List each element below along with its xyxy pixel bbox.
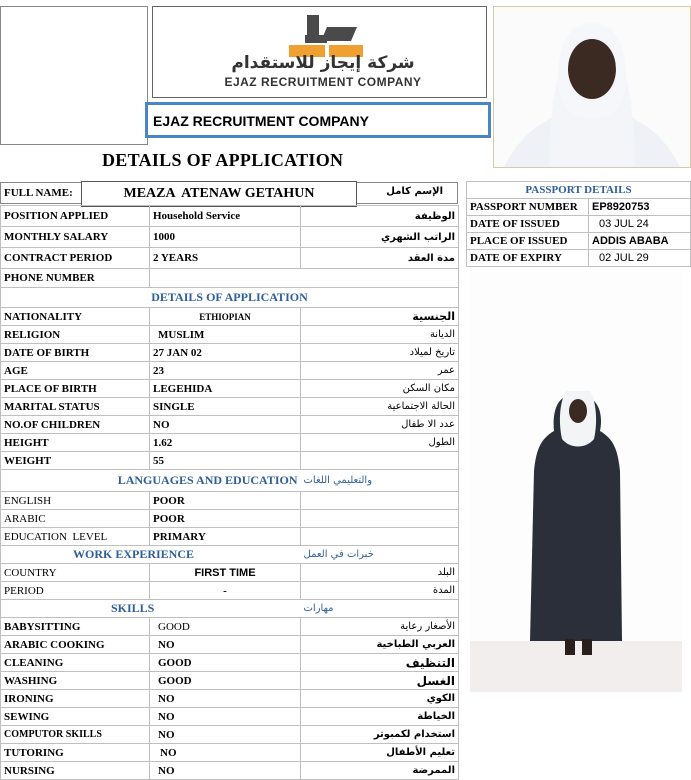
company-logo-box bbox=[152, 6, 487, 98]
company-logo-icon bbox=[265, 13, 385, 57]
row-label: ENGLISH bbox=[1, 492, 150, 510]
row-label: CONTRACT PERIOD bbox=[1, 248, 150, 269]
company-name-bar bbox=[145, 102, 491, 138]
row-value: 1000 bbox=[150, 227, 301, 248]
languages-heading-ar: والتعليمي اللغات bbox=[301, 470, 459, 492]
table-row bbox=[467, 250, 691, 267]
table-row bbox=[467, 233, 691, 250]
row-value: PRIMARY bbox=[150, 528, 301, 546]
row-label: DATE OF ISSUED bbox=[467, 216, 589, 233]
experience-heading-ar: خبرات في العمل bbox=[301, 546, 459, 564]
company-latin-name: EJAZ RECRUITMENT COMPANY bbox=[224, 75, 422, 89]
table-row bbox=[1, 744, 459, 762]
row-value: GOOD bbox=[150, 618, 301, 636]
row-arabic: البلد bbox=[301, 564, 459, 582]
row-arabic: مكان السكن bbox=[301, 380, 459, 398]
row-label: PHONE NUMBER bbox=[1, 269, 150, 288]
row-value: 03 JUL 24 bbox=[589, 216, 691, 233]
table-row bbox=[1, 227, 459, 248]
row-label: RELIGION bbox=[1, 326, 150, 344]
table-row bbox=[1, 762, 459, 780]
row-arabic: الممرضة bbox=[301, 762, 459, 780]
row-label: DATE OF BIRTH bbox=[1, 344, 150, 362]
row-label: COUNTRY bbox=[1, 564, 150, 582]
row-value: MUSLIM bbox=[150, 326, 301, 344]
row-arabic: عدد الا طفال bbox=[301, 416, 459, 434]
application-table bbox=[0, 205, 459, 780]
row-value: NO bbox=[150, 762, 301, 780]
table-row bbox=[1, 618, 459, 636]
table-row bbox=[1, 398, 459, 416]
full-name-value: MEAZA ATENAW GETAHUN bbox=[123, 186, 315, 201]
table-row bbox=[1, 690, 459, 708]
row-value: - bbox=[150, 582, 301, 600]
row-label: PERIOD bbox=[1, 582, 150, 600]
row-arabic: تعليم الأطفال bbox=[301, 744, 459, 762]
company-bar-label: EJAZ RECRUITMENT COMPANY bbox=[153, 113, 369, 129]
page-title: DETAILS OF APPLICATION bbox=[102, 150, 344, 170]
row-arabic: الخياطة bbox=[301, 708, 459, 726]
skills-heading-ar: مهارات bbox=[301, 600, 459, 618]
row-arabic: التنظيف bbox=[301, 654, 459, 672]
experience-heading: WORK EXPERIENCE bbox=[1, 546, 301, 564]
skills-heading: SKILLS bbox=[1, 600, 301, 618]
full-name-value-box bbox=[81, 181, 357, 207]
row-arabic bbox=[301, 452, 459, 470]
row-label: ARABIC COOKING bbox=[1, 636, 150, 654]
row-arabic: عمر bbox=[301, 362, 459, 380]
details-heading: DETAILS OF APPLICATION bbox=[1, 288, 459, 308]
table-row bbox=[1, 708, 459, 726]
table-row bbox=[467, 216, 691, 233]
table-row bbox=[1, 564, 459, 582]
table-row bbox=[1, 452, 459, 470]
table-row bbox=[1, 654, 459, 672]
row-value: 2 YEARS bbox=[150, 248, 301, 269]
row-label: MONTHLY SALARY bbox=[1, 227, 150, 248]
row-label: TUTORING bbox=[1, 744, 150, 762]
row-label: POSITION APPLIED bbox=[1, 206, 150, 227]
row-arabic: الأصغار رعاية bbox=[301, 618, 459, 636]
row-label: PLACE OF BIRTH bbox=[1, 380, 150, 398]
row-value: NO bbox=[150, 726, 301, 744]
row-arabic: المدة bbox=[301, 582, 459, 600]
passport-table bbox=[466, 181, 691, 267]
table-row bbox=[467, 199, 691, 216]
row-arabic: الوظيفة bbox=[301, 206, 459, 227]
table-row bbox=[1, 344, 459, 362]
full-name-ar: الإسم كامل bbox=[386, 186, 443, 197]
row-label: CLEANING bbox=[1, 654, 150, 672]
company-arabic-name: شركة إيجاز للاستقدام bbox=[231, 53, 415, 73]
row-arabic: الديانة bbox=[301, 326, 459, 344]
table-row bbox=[1, 726, 459, 744]
table-row bbox=[1, 582, 459, 600]
table-row bbox=[1, 380, 459, 398]
row-label: AGE bbox=[1, 362, 150, 380]
row-arabic: مدة العقد bbox=[301, 248, 459, 269]
table-row bbox=[1, 492, 459, 510]
row-arabic: استخدام لكمبوتر bbox=[301, 726, 459, 744]
table-row bbox=[1, 206, 459, 227]
row-value: SINGLE bbox=[150, 398, 301, 416]
row-arabic: العربي الطباخية bbox=[301, 636, 459, 654]
row-arabic: الجنسية bbox=[301, 308, 459, 326]
row-label: NATIONALITY bbox=[1, 308, 150, 326]
table-row bbox=[1, 510, 459, 528]
row-value: ADDIS ABABA bbox=[589, 233, 691, 250]
row-label: DATE OF EXPIRY bbox=[467, 250, 589, 267]
row-label: NURSING bbox=[1, 762, 150, 780]
passport-heading: PASSPORT DETAILS bbox=[467, 182, 691, 199]
row-value: Household Service bbox=[150, 206, 301, 227]
row-value: 27 JAN 02 bbox=[150, 344, 301, 362]
row-value: ETHIOPIAN bbox=[150, 308, 301, 326]
table-row bbox=[1, 416, 459, 434]
table-row bbox=[1, 326, 459, 344]
row-value: NO bbox=[150, 416, 301, 434]
row-arabic: الحالة الاجتماعية bbox=[301, 398, 459, 416]
row-value: GOOD bbox=[150, 672, 301, 690]
languages-heading: LANGUAGES AND EDUCATION bbox=[1, 470, 301, 492]
row-label: PLACE OF ISSUED bbox=[467, 233, 589, 250]
row-label: PASSPORT NUMBER bbox=[467, 199, 589, 216]
portrait-photo bbox=[493, 6, 691, 168]
table-row bbox=[1, 636, 459, 654]
full-name-row bbox=[0, 182, 458, 204]
row-value: GOOD bbox=[150, 654, 301, 672]
row-label: WASHING bbox=[1, 672, 150, 690]
row-arabic: تاريخ لميلاد bbox=[301, 344, 459, 362]
row-value: POOR bbox=[150, 510, 301, 528]
row-value: POOR bbox=[150, 492, 301, 510]
table-row bbox=[1, 269, 459, 288]
row-label: WEIGHT bbox=[1, 452, 150, 470]
row-label: EDUCATION LEVEL bbox=[1, 528, 150, 546]
row-value: 23 bbox=[150, 362, 301, 380]
row-value: EP8920753 bbox=[589, 199, 691, 216]
table-row bbox=[1, 434, 459, 452]
table-row bbox=[1, 672, 459, 690]
row-label: BABYSITTING bbox=[1, 618, 150, 636]
row-arabic: الغسل bbox=[301, 672, 459, 690]
row-value: NO bbox=[150, 636, 301, 654]
row-label: COMPUTOR SKILLS bbox=[1, 726, 150, 744]
empty-frame bbox=[0, 6, 148, 145]
row-label: MARITAL STATUS bbox=[1, 398, 150, 416]
row-arabic: الراتب الشهري bbox=[301, 227, 459, 248]
row-value: 1.62 bbox=[150, 434, 301, 452]
row-value: 55 bbox=[150, 452, 301, 470]
row-value: NO bbox=[150, 708, 301, 726]
table-row bbox=[1, 248, 459, 269]
row-label: SEWING bbox=[1, 708, 150, 726]
table-row bbox=[1, 528, 459, 546]
row-value: 02 JUL 29 bbox=[589, 250, 691, 267]
row-value: NO bbox=[150, 744, 301, 762]
row-label: IRONING bbox=[1, 690, 150, 708]
table-row bbox=[1, 362, 459, 380]
row-label: NO.OF CHILDREN bbox=[1, 416, 150, 434]
row-value: LEGEHIDA bbox=[150, 380, 301, 398]
table-row bbox=[1, 308, 459, 326]
full-body-photo bbox=[470, 271, 682, 692]
row-value: FIRST TIME bbox=[150, 564, 301, 582]
row-label: ARABIC bbox=[1, 510, 150, 528]
row-label: HEIGHT bbox=[1, 434, 150, 452]
full-name-label: FULL NAME: bbox=[4, 187, 73, 199]
row-value bbox=[150, 269, 459, 288]
row-arabic: الكوي bbox=[301, 690, 459, 708]
row-arabic: الطول bbox=[301, 434, 459, 452]
row-value: NO bbox=[150, 690, 301, 708]
